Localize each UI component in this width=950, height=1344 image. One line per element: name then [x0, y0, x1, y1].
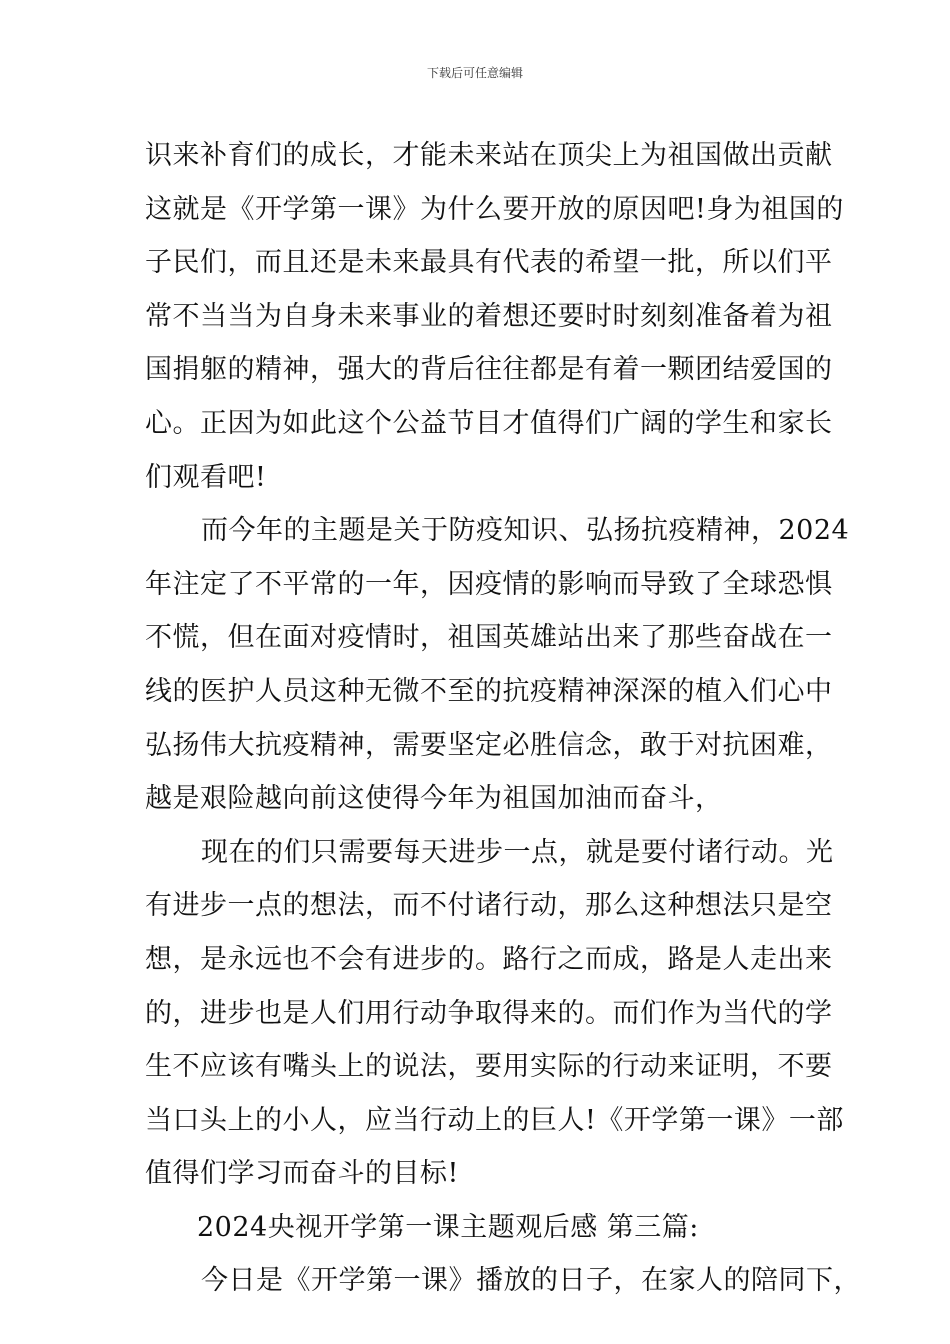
text-line: 的，进步也是人们用行动争取得来的。而们作为当代的学 [145, 997, 833, 1029]
text-line: 识来补育们的成长，才能未来站在顶尖上为祖国做出贡献 [145, 140, 833, 171]
text-line: 国捐躯的精神，强大的背后往往都是有着一颗团结爱国的 [145, 354, 833, 386]
text-line: 子民们，而且还是未来最具有代表的希望一批，所以们平 [145, 247, 833, 279]
text-line: 有进步一点的想法，而不付诸行动，那么这种想法只是空 [145, 890, 833, 922]
text-line: 不慌，但在面对疫情时，祖国英雄站出来了那些奋战在一 [145, 622, 833, 654]
text-line: 们观看吧! [145, 461, 267, 493]
text-line: 而今年的主题是关于防疫知识、弘扬抗疫精神，2024 [201, 515, 850, 547]
document-body [145, 129, 861, 1308]
text-line: 年注定了不平常的一年，因疫情的影响而导致了全球恐惧 [145, 568, 833, 600]
paragraph-2 [145, 504, 850, 826]
text-line: 弘扬伟大抗疫精神，需要坚定必胜信念，敢于对抗困难， [145, 729, 833, 761]
text-line: 越是艰险越向前这使得今年为祖国加油而奋斗， [145, 783, 723, 815]
text-line: 这就是《开学第一课》为什么要开放的原因吧!身为祖国的 [145, 193, 844, 225]
page-header: 下载后可任意编辑 [426, 66, 523, 80]
text-line: 线的医护人员这种无微不至的抗疫精神深深的植入们心中 [145, 675, 833, 707]
text-line: 生不应该有嘴头上的说法，要用实际的行动来证明，不要 [145, 1051, 833, 1083]
text-line: 今日是《开学第一课》播放的日子，在家人的陪同下， [201, 1265, 861, 1297]
text-line: 常不当当为自身未来事业的着想还要时时刻刻准备着为祖 [145, 300, 833, 332]
section-heading: 2024央视开学第一课主题观后感 第三篇: [197, 1211, 699, 1243]
paragraph-1 [145, 129, 844, 504]
text-line: 当口头上的小人，应当行动上的巨人!《开学第一课》一部 [145, 1104, 844, 1136]
paragraph-3 [145, 826, 844, 1201]
text-line: 想，是永远也不会有进步的。路行之而成，路是人走出来 [145, 943, 833, 975]
text-line: 现在的们只需要每天进步一点，就是要付诸行动。光 [201, 836, 834, 868]
paragraph-4 [145, 1254, 861, 1308]
text-line: 值得们学习而奋斗的目标! [145, 1158, 459, 1190]
text-line: 心。正因为如此这个公益节目才值得们广阔的学生和家长 [145, 407, 833, 439]
